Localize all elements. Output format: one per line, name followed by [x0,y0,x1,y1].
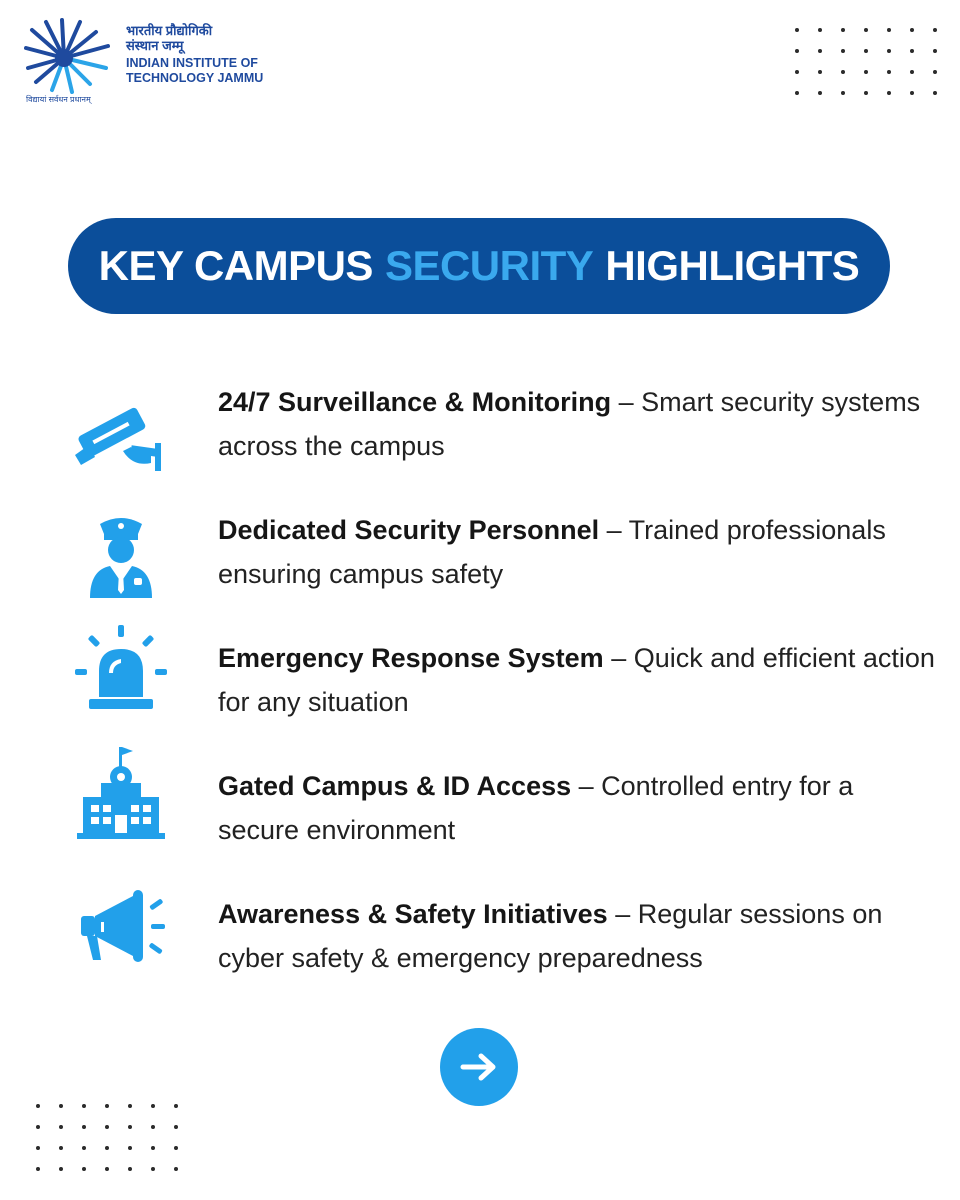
highlight-title: Awareness & Safety Initiatives [218,899,608,929]
decorative-dot [174,1125,178,1129]
decorative-dot [82,1146,86,1150]
decorative-dot [933,28,937,32]
decorative-dot [174,1167,178,1171]
decorative-dot [151,1146,155,1150]
highlight-description: – Regular sessions on cyber safety & emergency preparedness [218,899,883,973]
highlight-title: Emergency Response System [218,643,604,673]
highlight-title: Gated Campus & ID Access [218,771,572,801]
decorative-dot [841,28,845,32]
highlight-title: Dedicated Security Personnel [218,515,600,545]
decorative-dot [887,28,891,32]
highlight-text [218,508,938,596]
decorative-dot [795,28,799,32]
arrow-right-icon [459,1052,499,1082]
decorative-dot [128,1167,132,1171]
iit-jammu-logo [22,18,282,108]
logo-english-line2: TECHNOLOGY JAMMU [126,71,264,85]
decorative-dot [818,91,822,95]
headline-part2: HIGHLIGHTS [605,242,860,289]
highlight-text [218,764,938,852]
megaphone-icon [66,884,176,974]
decorative-dot [36,1125,40,1129]
decorative-dot [36,1104,40,1108]
decorative-dot [128,1125,132,1129]
highlight-description: – Smart security systems across the campus [218,387,921,461]
highlight-text [218,380,938,468]
next-button[interactable] [440,1028,518,1106]
logo-motto: विद्यायां सर्वधन प्रधानम् [26,95,91,104]
decorative-dot [105,1146,109,1150]
headline-part1: KEY CAMPUS [98,242,373,289]
decorative-dot [818,70,822,74]
decorative-dot [864,91,868,95]
decorative-dot [128,1104,132,1108]
decorative-dot [887,91,891,95]
decorative-dot [59,1167,63,1171]
cctv-camera-icon [66,388,176,478]
decorative-dot [151,1167,155,1171]
campus-building-icon [66,748,176,838]
emergency-siren-icon [66,622,176,712]
logo-english-line1: INDIAN INSTITUTE OF [126,56,258,70]
decorative-dot [864,70,868,74]
decorative-dot [174,1146,178,1150]
decorative-dot [105,1167,109,1171]
highlight-item-gated-campus [0,764,960,874]
decorative-dot [933,70,937,74]
highlight-text [218,892,938,980]
decorative-dot [887,70,891,74]
highlight-item-surveillance [0,380,960,490]
highlight-title: 24/7 Surveillance & Monitoring [218,387,612,417]
security-guard-icon [66,512,176,602]
decorative-dot-grid-bottom-left [36,1104,178,1171]
highlight-item-emergency [0,636,960,746]
decorative-dot [174,1104,178,1108]
highlight-description: – Trained professionals ensuring campus safety [218,515,886,589]
decorative-dot [59,1125,63,1129]
headline-banner [68,218,890,314]
decorative-dot [933,49,937,53]
highlight-item-awareness [0,892,960,1002]
highlight-text [218,636,938,724]
highlight-description: – Quick and efficient action for any situation [218,643,935,717]
headline-accent: SECURITY [384,242,594,289]
highlight-item-personnel [0,508,960,618]
decorative-dot [59,1146,63,1150]
decorative-dot [910,49,914,53]
decorative-dot [82,1167,86,1171]
decorative-dot-grid-top-right [795,28,937,95]
decorative-dot [933,91,937,95]
decorative-dot [105,1125,109,1129]
decorative-dot [910,91,914,95]
decorative-dot [36,1146,40,1150]
decorative-dot [82,1104,86,1108]
highlight-description: – Controlled entry for a secure environment [218,771,854,845]
decorative-dot [105,1104,109,1108]
logo-hindi-line2: संस्थान जम्मू [126,38,184,53]
decorative-dot [841,49,845,53]
decorative-dot [841,70,845,74]
decorative-dot [59,1104,63,1108]
decorative-dot [128,1146,132,1150]
logo-english-name [126,56,263,86]
decorative-dot [82,1125,86,1129]
decorative-dot [864,28,868,32]
logo-emblem-icon [22,18,122,98]
decorative-dot [818,28,822,32]
decorative-dot [795,91,799,95]
decorative-dot [795,70,799,74]
decorative-dot [910,70,914,74]
decorative-dot [36,1167,40,1171]
decorative-dot [864,49,868,53]
logo-hindi-name [126,23,212,53]
decorative-dot [841,91,845,95]
decorative-dot [151,1104,155,1108]
decorative-dot [818,49,822,53]
decorative-dot [910,28,914,32]
decorative-dot [887,49,891,53]
decorative-dot [795,49,799,53]
decorative-dot [151,1125,155,1129]
logo-hindi-line1: भारतीय प्रौद्योगिकी [126,23,213,38]
